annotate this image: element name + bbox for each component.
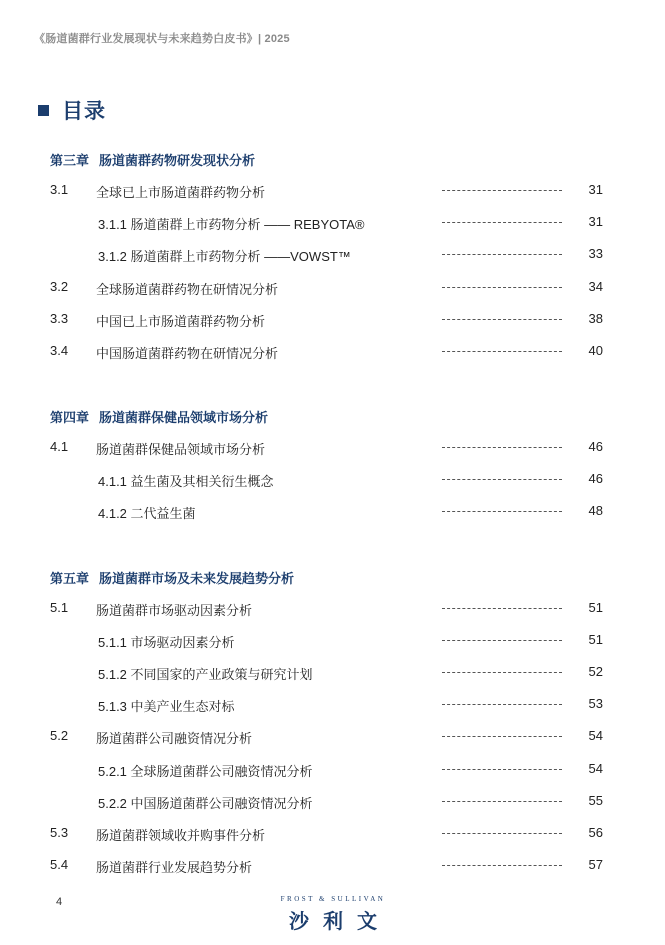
chapter-heading[interactable] [50, 408, 268, 424]
chapter-heading[interactable] [50, 151, 255, 167]
leader-dashes [442, 801, 562, 802]
toc-entry[interactable] [0, 279, 665, 297]
toc-subentry[interactable] [0, 664, 665, 682]
toc-entry[interactable] [0, 600, 665, 618]
leader-dashes [442, 479, 562, 480]
leader-dashes [442, 608, 562, 609]
page-number: 33 [588, 246, 603, 261]
section-number: 5.4 [50, 857, 69, 872]
page-number: 51 [588, 632, 603, 647]
toc-subentry[interactable] [0, 632, 665, 650]
toc-entry[interactable] [0, 857, 665, 875]
logo-chinese-text: 沙利文 [289, 911, 391, 933]
toc-entry[interactable] [0, 343, 665, 361]
subsection-title: 3.1.1 肠道菌群上市药物分析 —— REBYOTA® [98, 217, 365, 232]
toc-subentry[interactable] [0, 503, 665, 521]
page-number: 52 [588, 664, 603, 679]
section-title: 肠道菌群保健品领域市场分析 [96, 442, 266, 457]
section-title: 肠道菌群公司融资情况分析 [96, 731, 253, 746]
square-bullet-icon [38, 105, 49, 116]
section-number: 3.2 [50, 279, 69, 294]
leader-dashes [442, 511, 562, 512]
section-number: 4.1 [50, 439, 69, 454]
leader-dashes [442, 190, 562, 191]
section-title: 肠道菌群市场驱动因素分析 [96, 603, 253, 618]
section-title: 肠道菌群领域收并购事件分析 [96, 828, 266, 843]
page-number: 54 [588, 761, 603, 776]
leader-dashes [442, 640, 562, 641]
leader-dashes [442, 769, 562, 770]
toc-heading [38, 96, 106, 124]
chapter-number: 第三章 [50, 152, 90, 168]
page-number: 51 [588, 600, 603, 615]
section-title: 肠道菌群行业发展趋势分析 [96, 860, 253, 875]
chapter-title: 肠道菌群保健品领域市场分析 [99, 409, 269, 425]
subsection-title: 5.2.2 中国肠道菌群公司融资情况分析 [98, 796, 313, 811]
leader-dashes [442, 287, 562, 288]
leader-dashes [442, 319, 562, 320]
leader-dashes [442, 865, 562, 866]
subsection-title: 4.1.2 二代益生菌 [98, 506, 196, 521]
toc-title: 目录 [62, 100, 106, 123]
subsection-title: 3.1.2 肠道菌群上市药物分析 ——VOWST™ [98, 249, 351, 264]
page-number: 55 [588, 793, 603, 808]
frost-sullivan-logo [266, 895, 400, 934]
subsection-title: 5.1.2 不同国家的产业政策与研究计划 [98, 667, 313, 682]
page-number: 56 [588, 825, 603, 840]
page-number: 54 [588, 728, 603, 743]
page-number: 53 [588, 696, 603, 711]
section-number: 3.4 [50, 343, 69, 358]
toc-entry[interactable] [0, 439, 665, 457]
document-header: 《肠道菌群行业发展现状与未来趋势白皮书》| 2025 [34, 33, 290, 45]
subsection-title: 4.1.1 益生菌及其相关衍生概念 [98, 474, 274, 489]
section-number: 5.2 [50, 728, 69, 743]
toc-subentry[interactable] [0, 761, 665, 779]
toc-subentry[interactable] [0, 793, 665, 811]
leader-dashes [442, 254, 562, 255]
subsection-title: 5.2.1 全球肠道菌群公司融资情况分析 [98, 764, 313, 779]
leader-dashes [442, 351, 562, 352]
chapter-heading[interactable] [50, 569, 294, 585]
page-number: 46 [588, 471, 603, 486]
section-number: 5.3 [50, 825, 69, 840]
toc-subentry[interactable] [0, 696, 665, 714]
toc-entry[interactable] [0, 311, 665, 329]
toc-entry[interactable] [0, 825, 665, 843]
toc-entry[interactable] [0, 182, 665, 200]
chapter-title: 肠道菌群市场及未来发展趋势分析 [99, 570, 295, 586]
logo-english-text: FROST & SULLIVAN [280, 895, 386, 903]
leader-dashes [442, 672, 562, 673]
toc-subentry[interactable] [0, 214, 665, 232]
toc-entry[interactable] [0, 728, 665, 746]
leader-dashes [442, 833, 562, 834]
section-number: 5.1 [50, 600, 69, 615]
leader-dashes [442, 704, 562, 705]
section-number: 3.3 [50, 311, 69, 326]
section-title: 中国已上市肠道菌群药物分析 [96, 314, 266, 329]
section-title: 中国肠道菌群药物在研情况分析 [96, 346, 279, 361]
page-number: 46 [588, 439, 603, 454]
section-number: 3.1 [50, 182, 69, 197]
chapter-number: 第四章 [50, 409, 90, 425]
page-number: 31 [588, 214, 603, 229]
chapter-number: 第五章 [50, 570, 90, 586]
subsection-title: 5.1.1 市场驱动因素分析 [98, 635, 235, 650]
toc-subentry[interactable] [0, 471, 665, 489]
chapter-title: 肠道菌群药物研发现状分析 [99, 152, 256, 168]
footer-page-number: 4 [56, 896, 63, 908]
page-number: 57 [588, 857, 603, 872]
page-number: 31 [588, 182, 603, 197]
page-number: 48 [588, 503, 603, 518]
page-number: 34 [588, 279, 603, 294]
page-number: 40 [588, 343, 603, 358]
leader-dashes [442, 736, 562, 737]
subsection-title: 5.1.3 中美产业生态对标 [98, 699, 235, 714]
page-number: 38 [588, 311, 603, 326]
toc-subentry[interactable] [0, 246, 665, 264]
section-title: 全球已上市肠道菌群药物分析 [96, 185, 266, 200]
section-title: 全球肠道菌群药物在研情况分析 [96, 282, 279, 297]
leader-dashes [442, 222, 562, 223]
leader-dashes [442, 447, 562, 448]
